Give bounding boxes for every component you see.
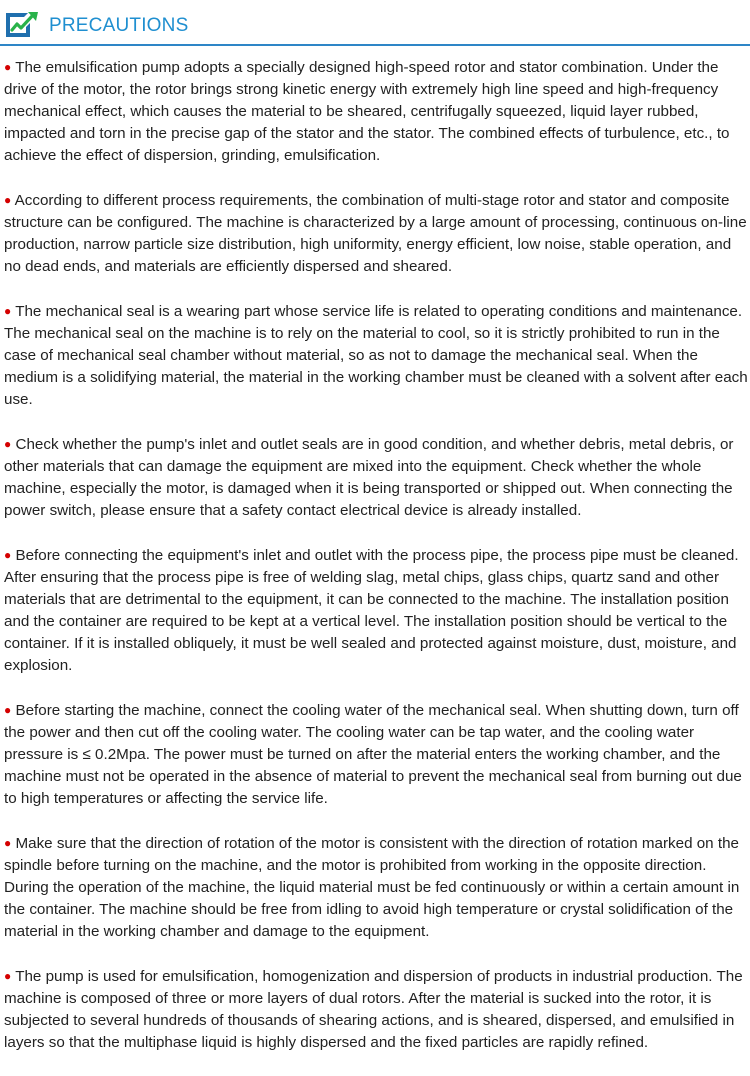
- precautions-list: [4, 56, 748, 1076]
- precaution-item: [4, 965, 748, 1054]
- bullet-icon: ●: [4, 437, 12, 451]
- bullet-icon: ●: [4, 548, 12, 562]
- bullet-icon: ●: [4, 836, 12, 850]
- bullet-icon: ●: [4, 193, 12, 207]
- page-title: PRECAUTIONS: [49, 15, 189, 36]
- section-header: [0, 0, 750, 46]
- bullet-icon: ●: [4, 969, 12, 983]
- bullet-icon: ●: [4, 304, 12, 318]
- precaution-text: According to different process requirements, the combination of multi-stage rotor and stator and composite structure can be configured. The machine is characterized by a large amount of processing, continuous on-line production, narrow particle size distribution, high uniformity, energy efficient, low noise, stable operation, and no dead ends, and materials are efficiently dispersed and sheared.: [4, 192, 747, 275]
- precaution-text: Before starting the machine, connect the cooling water of the mechanical seal. When shutting down, turn off the power and then cut off the cooling water. The cooling water can be tap water, and the cooling water pressure is ≤ 0.2Mpa. The power must be turned on after the material enters the working chamber, and the machine must not be operated in the absence of material to prevent the mechanical seal from burning out due to high temperatures or affecting the service life.: [4, 702, 742, 807]
- precaution-text: Check whether the pump's inlet and outlet seals are in good condition, and whether debris, metal debris, or other materials that can damage the equipment are mixed into the equipment. Check whether the whole machine, especially the motor, is damaged when it is being transported or shipped out. When connecting the power switch, please ensure that a safety contact electrical device is already installed.: [4, 436, 734, 519]
- precaution-item: [4, 189, 748, 278]
- precaution-item: [4, 832, 748, 943]
- precaution-item: [4, 433, 748, 522]
- bullet-icon: ●: [4, 703, 12, 717]
- precaution-text: The emulsification pump adopts a specially designed high-speed rotor and stator combination. Under the drive of the motor, the rotor brings strong kinetic energy with extremely high line speed and high-frequency mechanical effect, which causes the material to be sheared, centrifugally squeezed, liquid layer rubbed, impacted and torn in the precise gap of the stator and the stator. The combined effects of turbulence, etc., to achieve the effect of dispersion, grinding, emulsification.: [4, 59, 730, 164]
- precaution-item: [4, 544, 748, 677]
- check-trend-icon: [4, 10, 42, 38]
- precaution-text: Make sure that the direction of rotation of the motor is consistent with the direction of rotation marked on the spindle before turning on the machine, and the motor is prohibited from working in the opposite direction. During the operation of the machine, the liquid material must be fed continuously or within a certain amount in the container. The machine should be free from idling to avoid high temperature or crystal solidification of the material in the working chamber and damage to the equipment.: [4, 835, 740, 940]
- precaution-text: The mechanical seal is a wearing part whose service life is related to operating conditions and maintenance. The mechanical seal on the machine is to rely on the material to cool, so it is strictly prohibited to run in the case of mechanical seal chamber without material, so as not to damage the mechanical seal. When the medium is a solidifying material, the material in the working chamber must be cleaned with a solvent after each use.: [4, 303, 748, 408]
- precaution-text: Before connecting the equipment's inlet and outlet with the process pipe, the process pipe must be cleaned. After ensuring that the process pipe is free of welding slag, metal chips, glass chips, quartz sand and other materials that are detrimental to the equipment, it can be connected to the machine. The installation position and the container are required to be kept at a vertical level. The installation position should be vertical to the container. If it is installed obliquely, it must be well sealed and protected against moisture, dust, moisture, and explosion.: [4, 547, 739, 674]
- precaution-text: The pump is used for emulsification, homogenization and dispersion of products in industrial production. The machine is composed of three or more layers of dual rotors. After the material is sucked into the rotor, it is subjected to several hundreds of thousands of shearing actions, and is sheared, dispersed, and emulsified in layers so that the multiphase liquid is highly dispersed and the fixed particles are rapidly refined.: [4, 968, 743, 1051]
- header-divider: [0, 44, 750, 46]
- bullet-icon: ●: [4, 60, 12, 74]
- precaution-item: [4, 56, 748, 167]
- precaution-item: [4, 300, 748, 411]
- precaution-item: [4, 699, 748, 810]
